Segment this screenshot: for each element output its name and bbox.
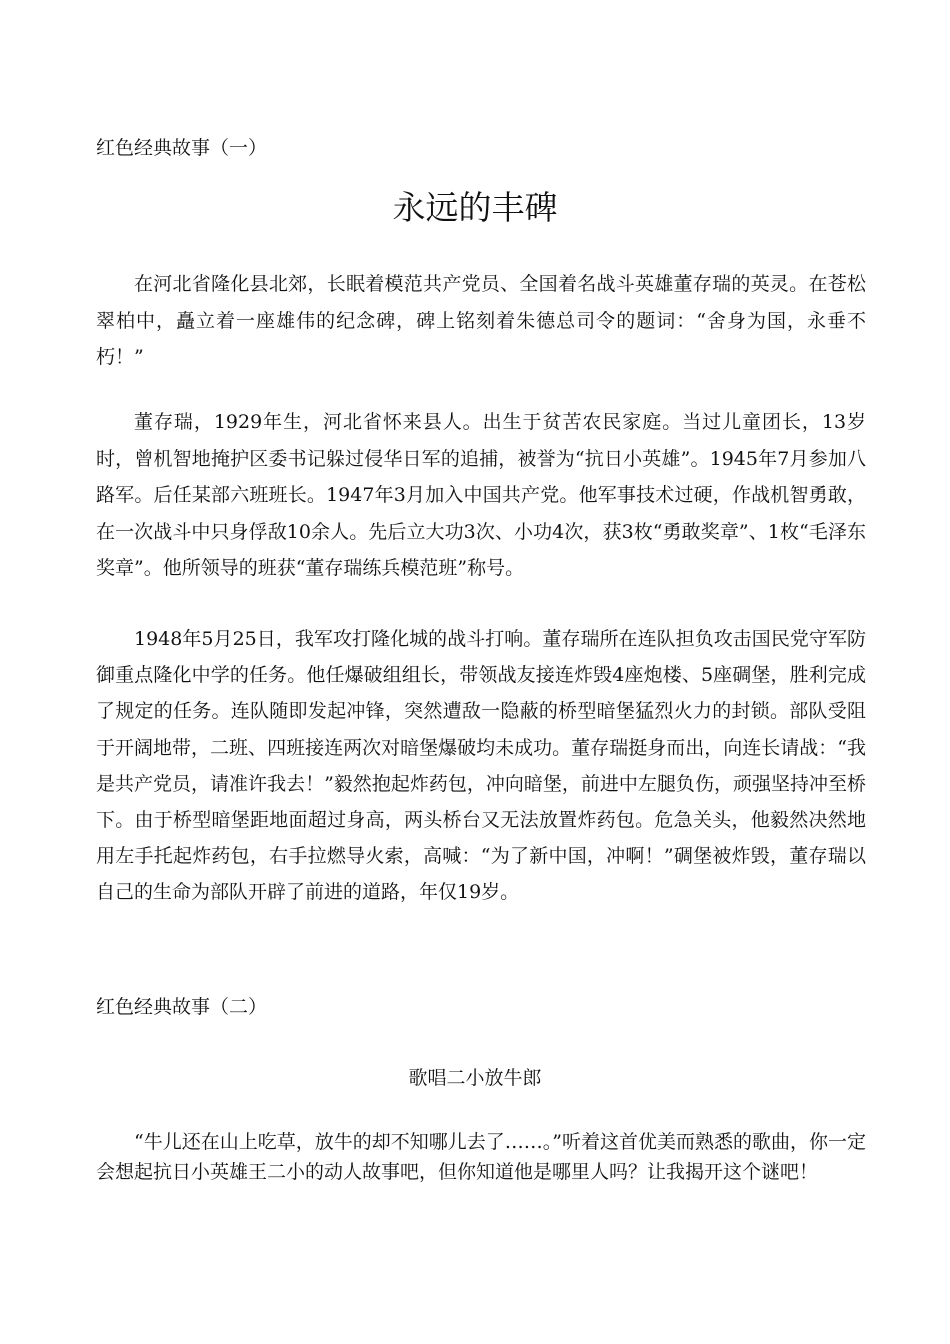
story-one-paragraph-2: 董存瑞，1929年生，河北省怀来县人。出生于贫苦农民家庭。当过儿童团长，13岁时，曾机智地掩护区委书记躲过侵华日军的追捕，被誉为“抗日小英雄”。1945年7月参加八路军。后任某部六班班长。1947年3月加入中国共产党。他军事技术过硬，作战机智勇敢，在一次战斗中只身俘敌10余人。先后立大功3次、小功4次，获3枚“勇敢奖章”、1枚“毛泽东奖章”。他所领导的班获“董存瑞练兵模范班”称号。 xyxy=(96,411,866,579)
story-one-title: 永远的丰碑 xyxy=(392,188,558,227)
story-two-title: 歌唱二小放牛郎 xyxy=(408,1067,542,1089)
story-one-label: 红色经典故事（一） xyxy=(96,137,268,159)
story-one-paragraph-3: 1948年5月25日，我军攻打隆化城的战斗打响。董存瑞所在连队担负攻击国民党守军防御重点隆化中学的任务。他任爆破组组长，带领战友接连炸毁4座炮楼、5座碉堡，胜利完成了规定的任务。连队随即发起冲锋，突然遭敌一隐蔽的桥型暗堡猛烈火力的封锁。部队受阻于开阔地带，二班、四班接连两次对暗堡爆破均未成功。董存瑞挺身而出，向连长请战：“我是共产党员，请准许我去！”毅然抱起炸药包，冲向暗堡，前进中左腿负伤，顽强坚持冲至桥下。由于桥型暗堡距地面超过身高，两头桥台又无法放置炸药包。危急关头，他毅然决然地用左手托起炸药包，右手拉燃导火索，高喊：“为了新中国，冲啊！”碉堡被炸毁，董存瑞以自己的生命为部队开辟了前进的道路，年仅19岁。 xyxy=(96,628,866,904)
story-two-paragraph-1: “牛儿还在山上吃草，放牛的却不知哪儿去了……。”听着这首优美而熟悉的歌曲，你一定会想起抗日小英雄王二小的动人故事吧，但你知道他是哪里人吗？让我揭开这个谜吧！ xyxy=(96,1131,866,1183)
story-one-paragraph-1: 在河北省隆化县北郊，长眠着模范共产党员、全国着名战斗英雄董存瑞的英灵。在苍松翠柏中，矗立着一座雄伟的纪念碑，碑上铭刻着朱德总司令的题词：“舍身为国，永垂不朽！” xyxy=(96,273,866,368)
story-two-label: 红色经典故事（二） xyxy=(96,996,268,1018)
